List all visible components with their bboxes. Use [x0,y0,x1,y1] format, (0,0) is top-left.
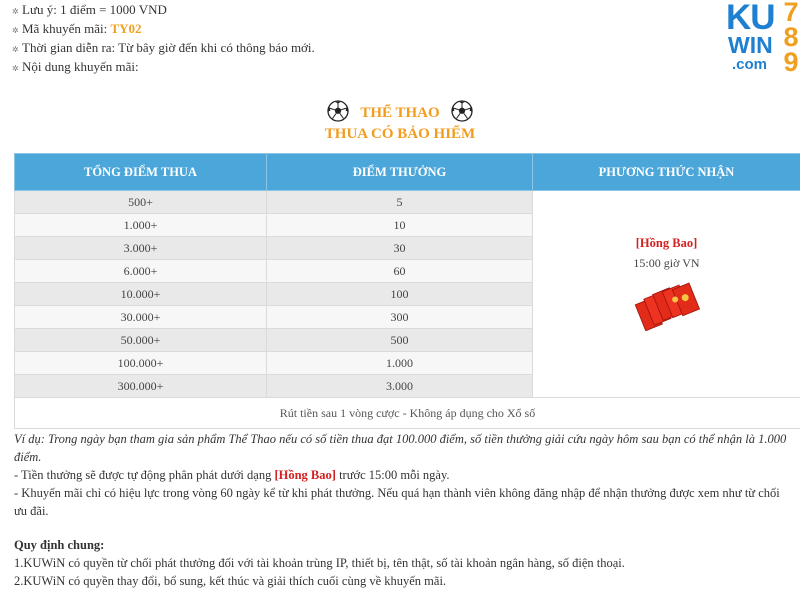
loss-cell: 500+ [15,191,267,214]
header-bonus-points: ĐIỂM THƯỞNG [267,154,533,191]
section-heading [0,100,800,122]
spacer [14,520,792,536]
section-title: THỂ THAO [360,105,440,121]
bonus-cell: 100 [267,283,533,306]
rules-title: Quy định chung: [14,538,105,552]
red-envelope-icon [632,281,702,331]
header-receive-method: PHƯƠNG THỨC NHẬN [533,154,800,191]
soccer-ball-icon [327,100,349,127]
rule-2: 2.KUWiN có quyền thay đổi, bổ sung, kết thúc và giải thích cuối cùng về khuyến mãi. [14,574,447,588]
info-item-note: ✲ Lưu ý: 1 điểm = 1000 VND [12,0,315,19]
table-header-row [15,154,800,191]
example-text: Ví dụ: Trong ngày bạn tham gia sản phẩm Thể Thao nếu có số tiền thua đạt 100.000 điểm, số tiền thưởng giải cứu ngày hôm sau bạn có thể nhận là 1.000 điểm. [14,432,787,464]
loss-cell: 300.000+ [15,375,267,398]
loss-cell: 50.000+ [15,329,267,352]
bonus-cell: 5 [267,191,533,214]
kuwin-logo: KU WIN .com 7 8 9 [724,2,800,78]
bonus-cell: 60 [267,260,533,283]
detail-line-2: - Khuyến mãi chỉ có hiệu lực trong vòng 60 ngày kể từ khi phát thưởng. Nếu quá hạn thành viên không đăng nhập để nhận thưởng được xem như từ chối ưu đãi. [14,486,780,518]
bonus-cell: 300 [267,306,533,329]
rule-1: 1.KUWiN có quyền từ chối phát thưởng đối với tài khoản trùng IP, thiết bị, tên thật, số tài khoản ngân hàng, số điện thoại. [14,556,625,570]
promo-info-list [12,0,315,76]
info-item-code: ✲ Mã khuyến mãi: TY02 [12,19,315,38]
promo-details [14,430,792,590]
table-footer-row [15,398,800,429]
method-label: [Hồng Bao] [635,236,698,250]
method-time: 15:00 giờ VN [633,256,700,270]
method-cell [533,191,800,398]
bonus-cell: 1.000 [267,352,533,375]
table-row [15,191,800,214]
bonus-cell: 3.000 [267,375,533,398]
loss-cell: 30.000+ [15,306,267,329]
promo-code: TY02 [110,21,142,36]
loss-cell: 1.000+ [15,214,267,237]
loss-cell: 10.000+ [15,283,267,306]
detail-line-1: - Tiền thưởng sẽ được tự động phân phát dưới dạng [Hồng Bao] trước 15:00 mỗi ngày. [14,468,450,482]
bonus-cell: 10 [267,214,533,237]
hong-bao-highlight: [Hồng Bao] [274,468,336,482]
bullet-icon: ✲ [12,44,19,54]
bonus-cell: 500 [267,329,533,352]
section-subtitle: THUA CÓ BẢO HIỂM [324,126,476,142]
logo-digits: 7 8 9 [783,0,799,77]
header-total-loss: TỔNG ĐIỂM THUA [15,154,267,191]
bonus-cell: 30 [267,237,533,260]
loss-cell: 6.000+ [15,260,267,283]
bullet-icon: ✲ [12,63,19,73]
info-item-time: ✲ Thời gian diễn ra: Từ bây giờ đến khi có thông báo mới. [12,38,315,57]
loss-cell: 100.000+ [15,352,267,375]
info-item-content: ✲ Nội dung khuyến mãi: [12,57,315,76]
bullet-icon: ✲ [12,25,19,35]
bonus-table [14,153,800,429]
loss-cell: 3.000+ [15,237,267,260]
soccer-ball-icon [451,100,473,127]
table-footer-note: Rút tiền sau 1 vòng cược - Không áp dụng cho Xổ số [15,398,800,429]
bullet-icon: ✲ [12,6,19,16]
